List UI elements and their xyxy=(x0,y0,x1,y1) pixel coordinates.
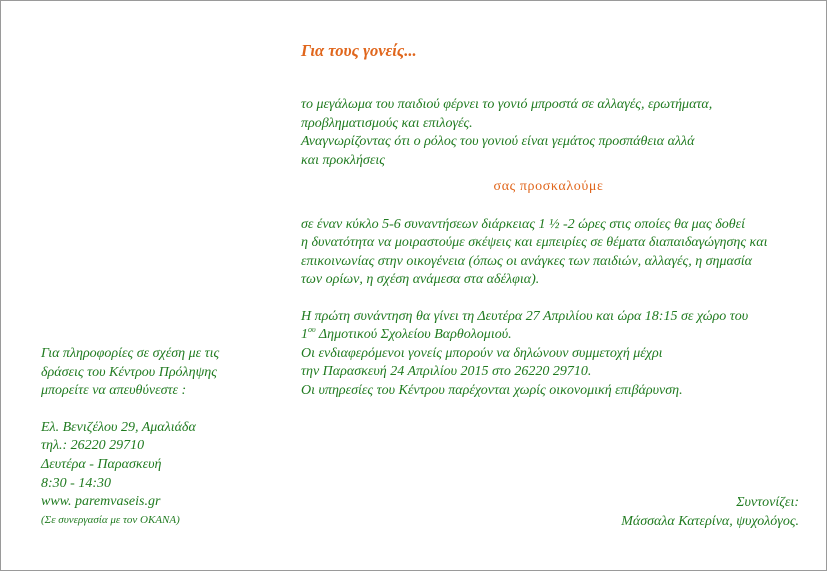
contact-block xyxy=(41,345,271,528)
invite-text: σας προσκαλούμε xyxy=(493,179,604,194)
program-line: των ορίων, η σχέση ανάμεσα στα αδέλφια). xyxy=(301,272,540,287)
free-services-line: Οι υπηρεσίες του Κέντρου παρέχονται χωρίς οικονομική επιβάρυνση. xyxy=(301,382,683,398)
contact-hours: 8:30 - 14:30 xyxy=(41,475,111,491)
spacer xyxy=(301,290,816,308)
contact-days: Δευτέρα - Παρασκευή xyxy=(41,456,162,472)
program-line: σε έναν κύκλο 5-6 συναντήσεων διάρκειας 1 ½ -2 ώρες στις οποίες θα μας δοθεί xyxy=(301,216,746,232)
registration-line: Οι ενδιαφερόμενοι γονείς μπορούν να δηλώνουν συμμετοχή μέχρι xyxy=(301,345,663,361)
program-line: επικοινωνίας στην οικογένεια (όπως οι ανάγκες των παιδιών, αλλαγές, η σημασία xyxy=(301,253,753,269)
intro-line: προβληματισμούς και επιλογές. xyxy=(301,115,473,131)
venue-school: Δημοτικού Σχολείου Βαρθολομιού. xyxy=(315,327,512,342)
spacer xyxy=(41,401,271,419)
deadline-line: την Παρασκευή 24 Απριλίου 2015 στο 26220 29710. xyxy=(301,364,592,379)
signature-label: Συντονίζει: xyxy=(736,495,799,510)
main-text xyxy=(301,96,816,400)
contact-phone: τηλ.: 26220 29710 xyxy=(41,438,145,454)
venue-line xyxy=(301,326,816,345)
signature-block xyxy=(621,493,799,531)
intro-line: το μεγάλωμα του παιδιού φέρνει το γονιό μπροστά σε αλλαγές, ερωτήματα, xyxy=(301,97,713,112)
program-line: η δυνατότητα να μοιραστούμε σκέψεις και εμπειρίες σε θέματα διαπαιδαγώγησης και xyxy=(301,235,768,250)
intro-line: Αναγνωρίζοντας ότι ο ρόλος του γονιού είναι γεμάτος προσπάθεια αλλά xyxy=(301,134,695,149)
contact-info-line: δράσεις του Κέντρου Πρόληψης xyxy=(41,364,217,380)
venue-number: 1 xyxy=(301,327,308,342)
venue-ordinal: ου xyxy=(308,325,316,334)
contact-info-line: Για πληροφορίες σε σχέση με τις xyxy=(41,346,220,361)
contact-partner: (Σε συνεργασία με τον ΟΚΑΝΑ) xyxy=(41,513,180,526)
contact-website: www. paremvaseis.gr xyxy=(41,494,161,510)
signature-name: Μάσσαλα Κατερίνα, ψυχολόγος. xyxy=(621,514,799,529)
first-meeting-line: Η πρώτη συνάντηση θα γίνει τη Δευτέρα 27 Απριλίου και ώρα 18:15 σε χώρο του xyxy=(301,308,749,324)
contact-info-line: μπορείτε να απευθύνεστε : xyxy=(41,383,187,399)
intro-line: και προκλήσεις xyxy=(301,152,385,168)
contact-address: Ελ. Βενιζέλου 29, Αμαλιάδα xyxy=(41,419,196,435)
flyer-heading: Για τους γονείς... xyxy=(301,41,417,60)
